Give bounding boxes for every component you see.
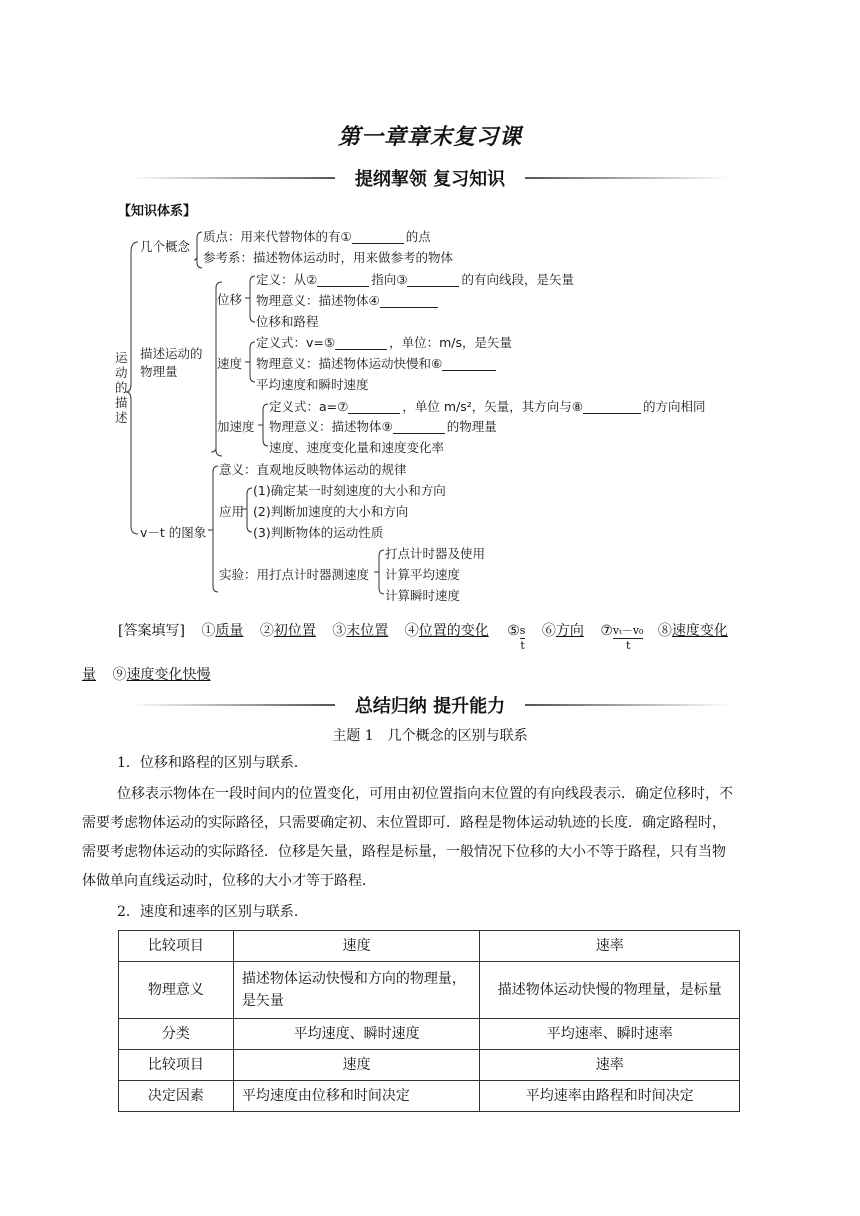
answer-label: [答案填写]: [118, 623, 185, 639]
table-row: [119, 1081, 740, 1112]
section-header-text: 提纲挈领 复习知识: [354, 169, 506, 190]
table-row: [119, 962, 740, 1019]
displacement-meaning: 物理意义：描述物体④: [256, 291, 440, 309]
table-cell: 物理意义: [119, 962, 234, 1019]
comparison-table: [118, 930, 740, 1112]
velocity-definition: 定义式：v=⑤ ，单位：m/s，是矢量: [256, 335, 512, 350]
paragraph-line: 体做单向直线运动时，位移的大小才等于路程．: [82, 873, 376, 889]
table-cell: 决定因素: [119, 1081, 234, 1112]
paragraph-line: 需要考虑物体运动的实际路径．位移是矢量，路程是标量，一般情况下位移的大小不等于路程，只有当物: [82, 844, 726, 860]
point-2-heading: 2．速度和速率的区别与联系．: [117, 904, 308, 920]
answer-7-fraction: $\frac{\text{vₜ－v₀}}{t}$: [612, 624, 644, 652]
table-cell: 平均速率由路程和时间决定: [480, 1081, 740, 1112]
table-cell: 速率: [480, 931, 740, 962]
application-1: (1)确定某一时刻速度的大小和方向: [253, 483, 446, 498]
graph-meaning: 意义：直观地反映物体运动的规律: [219, 462, 407, 477]
acceleration-definition: 定义式：a=⑦ ，单位 m/s²，矢量，其方向与⑧ 的方向相同: [269, 399, 706, 414]
velocity-meaning: 物理意义：描述物体运动快慢和⑥: [256, 354, 498, 372]
table-cell: 描述物体运动快慢的物理量，是标量: [480, 962, 740, 1019]
branch-vt-graph: v－t 的图象: [140, 525, 207, 540]
velocity-types: 平均速度和瞬时速度: [256, 377, 369, 392]
table-cell: 平均速率、瞬时速率: [480, 1019, 740, 1050]
point-1-heading: 1．位移和路程的区别与联系．: [117, 755, 308, 771]
answer-key-continued: 量 ⑨速度变化快慢: [82, 667, 211, 683]
table-row: [119, 1019, 740, 1050]
graph-application: 应用: [219, 504, 245, 519]
acceleration-meaning: 物理意义：描述物体⑨ 的物理量: [269, 419, 497, 434]
table-cell: 分类: [119, 1019, 234, 1050]
displacement-definition: 定义：从② 指向③ 的有向线段，是矢量: [256, 272, 574, 287]
node-displacement: 位移: [217, 292, 243, 307]
table-cell: 描述物体运动快慢和方向的物理量，是矢量: [233, 962, 480, 1019]
experiment-1: 打点计时器及使用: [385, 546, 486, 561]
table-cell: 平均速度、瞬时速度: [233, 1019, 480, 1050]
experiment-2: 计算平均速度: [385, 567, 461, 582]
concept-reference-frame: 参考系：描述物体运动时，用来做参考的物体: [203, 250, 454, 265]
paragraph-line: 需要考虑物体运动的实际路径，只需要确定初、末位置即可．路程是物体运动轨迹的长度．确定路程时，: [82, 815, 726, 831]
node-acceleration: 加速度: [217, 419, 255, 434]
table-row: [119, 1050, 740, 1081]
section-header-text: 总结归纳 提升能力: [354, 696, 506, 717]
table-cell: 比较项目: [119, 931, 234, 962]
node-velocity: 速度: [217, 356, 243, 371]
graph-experiment: 实验：用打点计时器测速度: [219, 567, 370, 582]
application-3: (3)判断物体的运动性质: [253, 525, 384, 540]
experiment-3: 计算瞬时速度: [385, 588, 461, 603]
table-cell: 速率: [480, 1050, 740, 1081]
table-cell: 速度: [233, 1050, 480, 1081]
answer-key: [答案填写] ①质量 ②初位置 ③末位置 ④位置的变化 ⑤ $\frac{s}{t}$ ⑥方向 ⑦ $\frac{\text{vₜ－v₀}}{t}$ ⑧速度变化: [118, 623, 728, 652]
topic-heading: 主题 1 几个概念的区别与联系: [332, 728, 528, 744]
table-cell: 比较项目: [119, 1050, 234, 1081]
branch-quantities: 描述运动的物理量: [140, 346, 203, 379]
page-title: 第一章章末复习课: [337, 124, 522, 150]
table-row: [119, 931, 740, 962]
acceleration-rate: 速度、速度变化量和速度变化率: [269, 440, 445, 455]
knowledge-system-label: 【知识体系】: [118, 204, 197, 219]
section-header-summary: [130, 690, 730, 720]
table-cell: 速度: [233, 931, 480, 962]
mind-map-root: 运动的描述: [115, 350, 128, 425]
table-cell: 平均速度由位移和时间决定: [233, 1081, 480, 1112]
paragraph-line: 位移表示物体在一段时间内的位置变化，可用由初位置指向末位置的有向线段表示．确定位移时，不: [117, 786, 733, 802]
displacement-path: 位移和路程: [256, 314, 319, 329]
concept-particle: 质点：用来代替物体的有① 的点: [203, 229, 431, 244]
answer-5-fraction: $\frac{s}{t}$: [519, 624, 526, 652]
branch-concepts: 几个概念: [140, 239, 191, 254]
application-2: (2)判断加速度的大小和方向: [253, 504, 409, 519]
